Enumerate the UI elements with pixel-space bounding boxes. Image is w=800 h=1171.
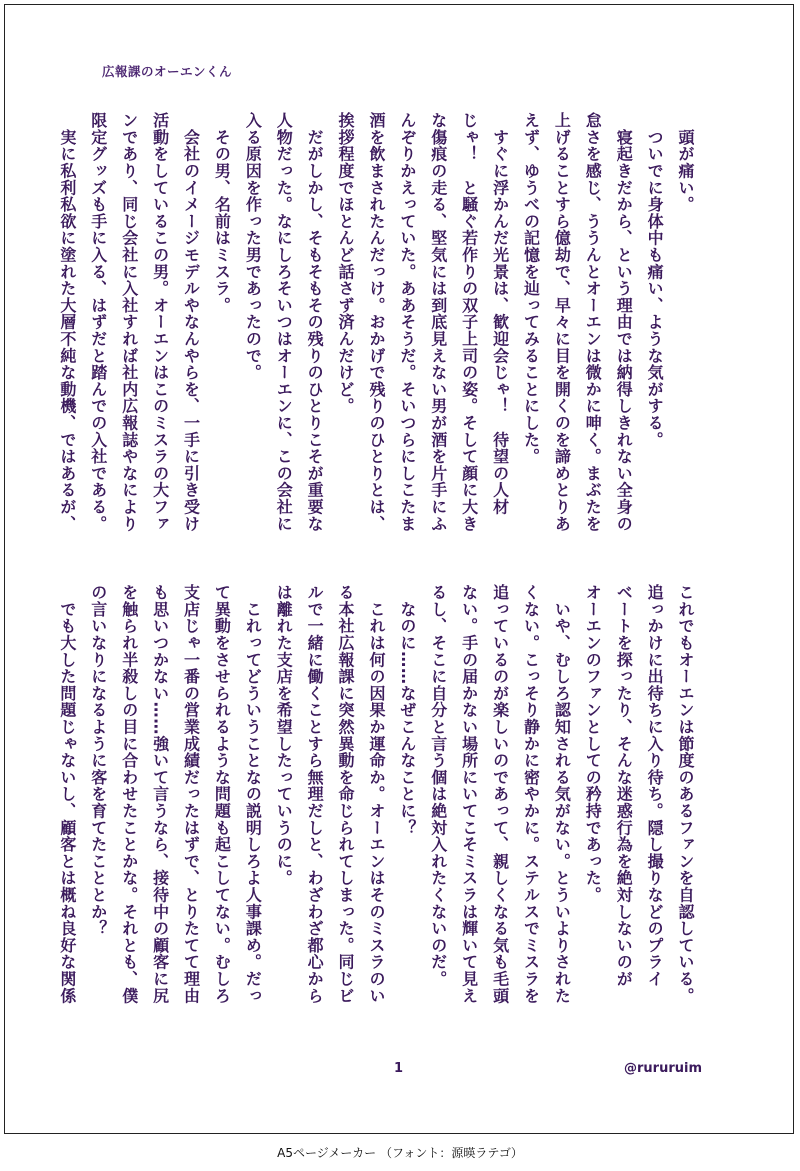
text-column: も思いつかない……強いて言うなら、接待中の顧客に尻 xyxy=(150,584,170,1004)
footer-caption: A5ページメーカー （フォント：源暎ラテゴ） xyxy=(277,1146,523,1160)
text-column: 酒を飲まされたんだっけ。おかげで残りのひとりとは、 xyxy=(366,112,386,532)
text-column: るし、そこに自分と言う個は絶対入れたくないのだ。 xyxy=(428,584,448,988)
text-column: 上げることすら億劫で、早々に目を開くのを諦めとりあ xyxy=(552,112,572,532)
text-column: 活動をしているこの男。オーエンはこのミスラの大ファ xyxy=(150,112,170,532)
text-column: て異動をさせられるような問題も起こしてない。むしろ xyxy=(212,584,232,1004)
text-column: ンであり、同じ会社に入社すれば社内広報誌やなにより xyxy=(119,112,139,532)
text-column: くない。こっそり静かに密やかに。ステルスでミスラを xyxy=(521,584,541,1004)
text-column: だがしかし、そもそもその残りのひとりこそが重要な xyxy=(305,112,325,532)
text-column: すぐに浮かんだ光景は、歓迎会じゃ！ 待望の人材 xyxy=(490,112,510,516)
text-column: 人物だった。なにしろそいつはオーエンに、この会社に xyxy=(274,112,294,532)
text-column: 限定グッズも手に入る、はずだと踏んでの入社である。 xyxy=(88,112,108,532)
text-column: 会社のイメージモデルやなんやらを、一手に引き受け xyxy=(181,112,201,532)
text-column: ない。手の届かない場所にいてこそミスラは輝いて見え xyxy=(459,584,479,1004)
text-column: 実に私利私欲に塗れた大層不純な動機、ではあるが、 xyxy=(57,112,77,532)
text-column: 挨拶程度でほとんど話さず済んだけど。 xyxy=(336,112,356,415)
text-column: の言いなりになるように客を育てたこととか？ xyxy=(88,584,108,937)
text-column: これは何の因果か運命か。オーエンはそのミスラのい xyxy=(366,584,386,1004)
text-column: オーエンのファンとしての矜持であった。 xyxy=(583,584,603,904)
text-column: じゃ！ と騒ぐ若作りの双子上司の姿。そして顔に大き xyxy=(459,112,479,532)
author-handle: @rururuim xyxy=(624,1061,702,1076)
text-column: 入る原因を作った男であったので。 xyxy=(243,112,263,381)
text-column: る本社広報課に突然異動を命じられてしまった。同じビ xyxy=(336,584,356,1004)
page-number: 1 xyxy=(394,1061,404,1076)
text-column: ベートを探ったり、そんな迷惑行為を絶対しないのが xyxy=(614,584,634,988)
text-column: これでもオーエンは節度のあるファンを自認している。 xyxy=(676,584,695,1004)
text-block-lower xyxy=(51,584,700,1024)
text-column: 寝起きだから、という理由では納得しきれない全身の xyxy=(614,112,634,532)
text-column: なのに……なぜこんなことに？ xyxy=(397,584,417,836)
text-column: その男、名前はミスラ。 xyxy=(212,112,232,314)
text-column: 支店じゃ一番の営業成績だったはずで、とりたてて理由 xyxy=(181,584,201,1004)
text-column: ルで一緒に働くことすら無理だしと、わざわざ都心から xyxy=(305,584,325,1004)
text-column: 追っているのが楽しいのであって、親しくなる気も毛頭 xyxy=(490,584,510,1004)
text-column: んぞりかえっていた。ああそうだ。そいつらにしこたま xyxy=(397,112,417,532)
text-column: えず、ゆうべの記憶を辿ってみることにした。 xyxy=(521,112,541,465)
running-title: 広報課のオーエンくん xyxy=(102,64,233,79)
text-column: 怠さを感じ、ううんとオーエンは微かに呻く。まぶたを xyxy=(583,112,603,532)
text-column: な傷痕の走る、堅気には到底見えない男が酒を片手にふ xyxy=(428,112,448,532)
text-column: 追っかけに出待ちに入り待ち。隠し撮りなどのプライ xyxy=(645,584,665,988)
text-block-upper xyxy=(51,112,700,542)
text-column: いや、むしろ認知される気がない。とういよりされた xyxy=(552,584,572,1004)
text-column: これってどういうことなの説明しろよ人事課め。だっ xyxy=(243,584,263,1004)
text-column: 頭が痛い。 xyxy=(676,112,695,213)
text-column: を触られ半殺しの目に合わせたことかな。それとも、僕 xyxy=(119,584,139,1004)
text-column: ついでに身体中も痛い、ような気がする。 xyxy=(645,112,665,448)
text-column: は離れた支店を希望したっていうのに。 xyxy=(274,584,294,887)
text-column: でも大した問題じゃないし、顧客とは概ね良好な関係 xyxy=(57,584,77,1004)
